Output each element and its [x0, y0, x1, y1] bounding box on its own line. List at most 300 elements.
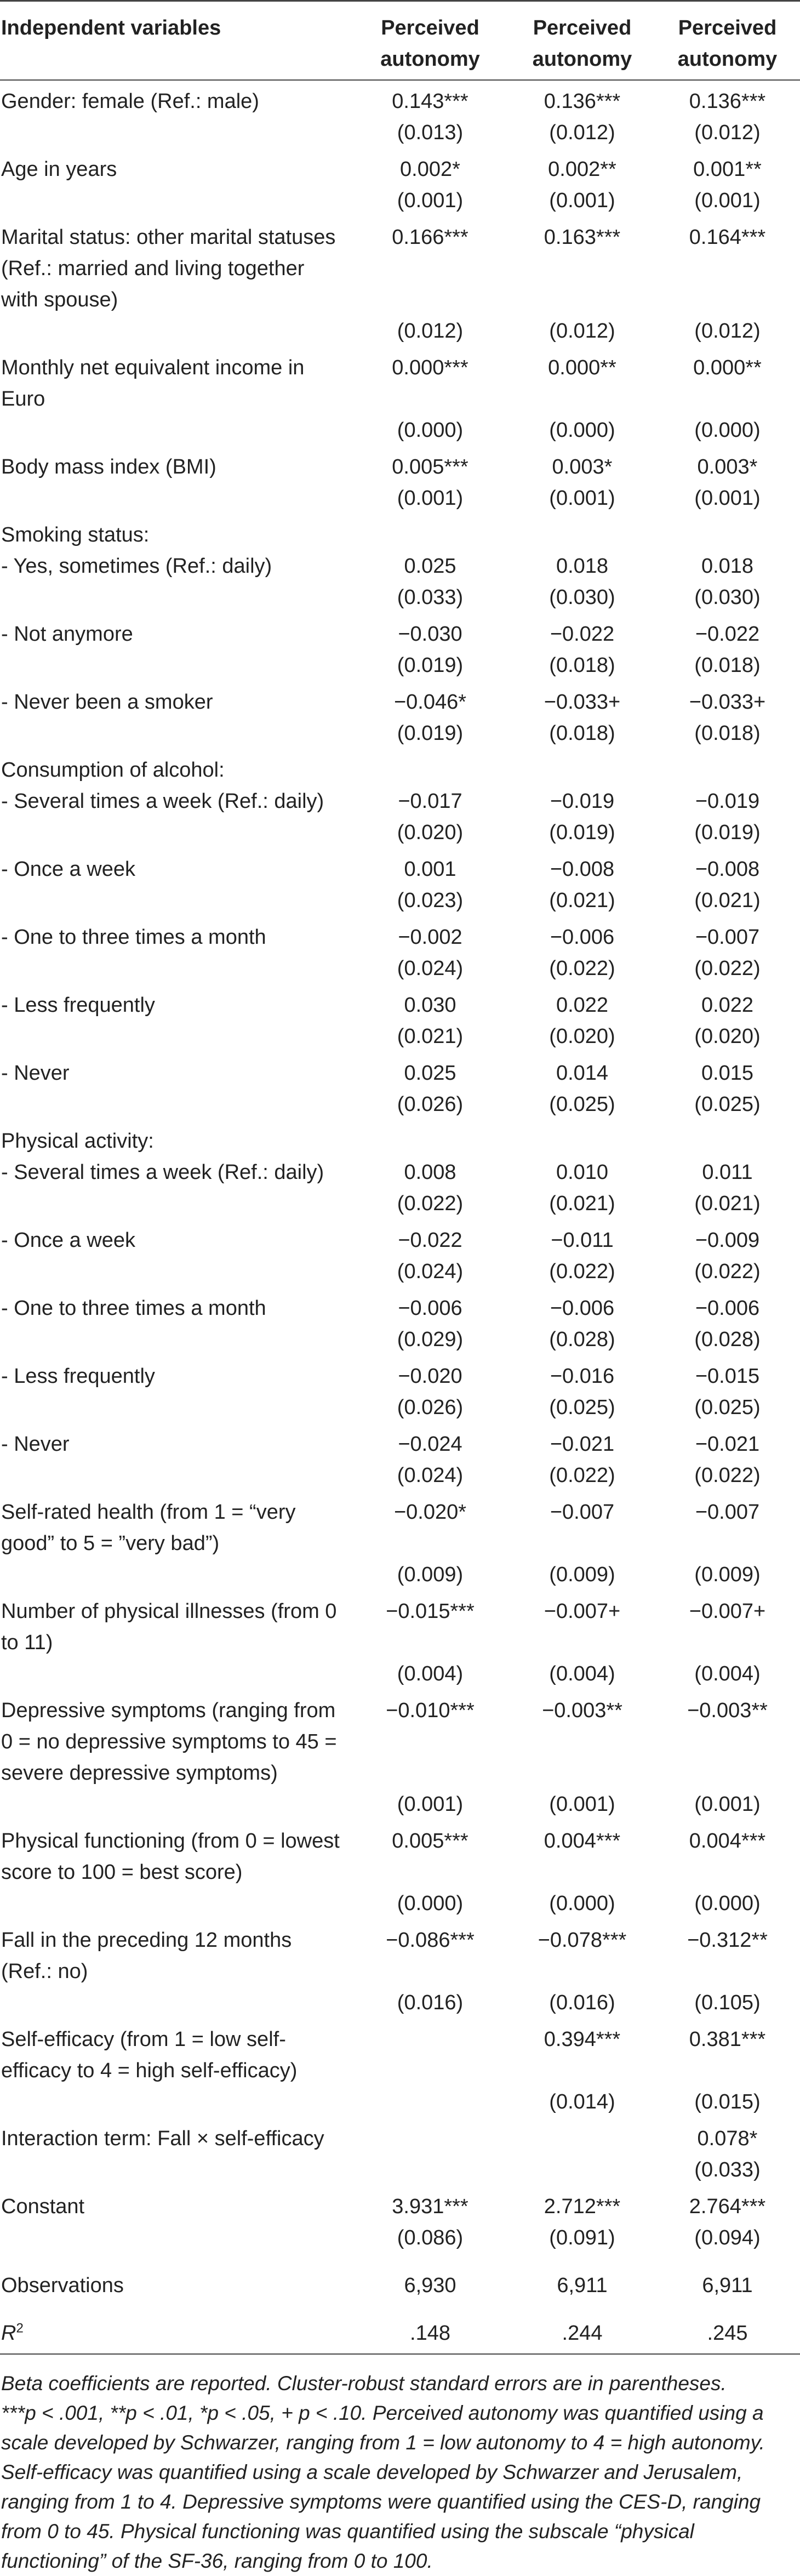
table-row — [0, 749, 800, 786]
table-row — [0, 984, 800, 1021]
variable-label — [0, 1987, 351, 2019]
model-1-value: −0.024 — [398, 1433, 462, 1456]
model-2-value: (0.025) — [549, 1093, 615, 1116]
table-body — [0, 80, 800, 2354]
table-row — [0, 1052, 800, 1089]
table-row — [0, 681, 800, 718]
table-row — [0, 1659, 800, 1690]
model-2-value — [510, 2155, 655, 2186]
model-1-value: 0.005*** — [392, 1830, 468, 1853]
model-1-value: (0.004) — [397, 1662, 464, 1685]
model-3-value: −0.007+ — [689, 1600, 766, 1623]
variable-label-text: Self-rated health (from 1 = “very good” to 5 = ”very bad”) — [1, 1501, 296, 1555]
model-1-value — [351, 2087, 510, 2118]
table-row — [0, 149, 800, 185]
footnote-line-2: ***p < .001, **p < .01, *p < .05, + p < .10. Perceived autonomy was quantified using a scale developed by Schwarzer, ranging from 1 = low autonomy to 4 = high autonomy. Self-efficacy was quantified using a scale developed by Schwarzer and Jerusalem, ranging from 1 to 4. Depressive symptoms were quantified using the CES-D, ranging from 0 to 45. Physical functioning was quantified using the subscale “physical functioning” of the SF-36, ranging from 0 to 100. — [1, 2402, 765, 2572]
model-2-value — [510, 749, 655, 786]
variable-label — [0, 749, 351, 786]
variable-label — [0, 2087, 351, 2118]
model-2-value: (0.000) — [549, 419, 615, 442]
table-row — [0, 916, 800, 953]
model-3-value: −0.006 — [695, 1297, 760, 1320]
variable-label — [0, 1659, 351, 1690]
header-model-2: Perceived autonomy — [532, 16, 632, 71]
table-row — [0, 786, 800, 817]
model-2-value: −0.033+ — [544, 691, 621, 714]
variable-label — [0, 551, 351, 582]
model-3-value: 0.000** — [693, 356, 762, 379]
table-row — [0, 613, 800, 650]
variable-label-text: - One to three times a month — [1, 1297, 266, 1320]
model-1-value: (0.016) — [397, 1991, 464, 2014]
model-3-value: 2.764*** — [689, 2195, 766, 2218]
model-2-value: (0.012) — [549, 320, 615, 343]
variable-label — [0, 848, 351, 885]
variable-label-text: - One to three times a month — [1, 926, 266, 949]
model-3-value: 0.078* — [697, 2127, 758, 2150]
model-1-value: 0.005*** — [392, 455, 468, 478]
model-3-value: (0.018) — [694, 654, 761, 677]
variable-label — [0, 316, 351, 347]
model-1-value: −0.020* — [393, 1501, 467, 1524]
model-3-value: (0.022) — [694, 1260, 761, 1283]
variable-label-text: Monthly net equivalent income in Euro — [1, 356, 305, 411]
model-2-value: −0.078*** — [538, 1929, 627, 1952]
model-2-value: (0.018) — [549, 654, 615, 677]
model-3-value: (0.028) — [694, 1328, 761, 1351]
table-row — [0, 551, 800, 582]
model-1-value: 0.166*** — [392, 226, 468, 249]
variable-label — [0, 1324, 351, 1355]
table-row — [0, 885, 800, 916]
variable-label-text: Gender: female (Ref.: male) — [1, 90, 259, 113]
table-row — [0, 1559, 800, 1591]
model-2-value: −0.007 — [550, 1501, 615, 1524]
table-row — [0, 817, 800, 848]
model-1-value: −0.046* — [393, 691, 467, 714]
model-2-value: (0.022) — [549, 1464, 615, 1487]
model-2-value: 0.004*** — [544, 1830, 621, 1853]
model-3-value: −0.007 — [695, 1501, 760, 1524]
model-1-value: (0.001) — [397, 487, 464, 510]
model-3-value: (0.020) — [694, 1025, 761, 1048]
model-3-value: (0.025) — [694, 1396, 761, 1419]
model-3-value: (0.000) — [694, 419, 761, 442]
model-3-value: −0.015 — [695, 1365, 760, 1388]
variable-label — [0, 984, 351, 1021]
model-1-value: (0.086) — [397, 2226, 464, 2249]
variable-label — [0, 149, 351, 185]
header-model-1: Perceived autonomy — [380, 16, 480, 71]
model-1-value: 0.025 — [404, 1062, 456, 1085]
model-3-value: 0.003* — [697, 455, 758, 478]
table-row — [0, 1789, 800, 1820]
model-2-value: (0.001) — [549, 189, 615, 212]
model-1-value: (0.020) — [397, 821, 464, 844]
model-2-value — [510, 1120, 655, 1157]
model-2-value: (0.004) — [549, 1662, 615, 1685]
variable-label-text: - Several times a week (Ref.: daily) — [1, 1161, 324, 1184]
model-1-value: 0.030 — [404, 994, 456, 1017]
variable-label — [0, 582, 351, 613]
variable-label — [0, 1157, 351, 1188]
table-row — [0, 1324, 800, 1355]
model-2-value: .244 — [562, 2322, 603, 2345]
model-3-value: −0.312** — [687, 1929, 768, 1952]
model-3-value: −0.009 — [695, 1229, 760, 1252]
variable-label — [0, 916, 351, 953]
model-1-value: (0.024) — [397, 1464, 464, 1487]
table-row — [0, 1987, 800, 2019]
variable-label-text: - Never — [1, 1433, 70, 1456]
variable-label-text: - Never — [1, 1062, 70, 1085]
table-header — [0, 1, 800, 81]
table-row — [0, 1423, 800, 1460]
model-3-value: (0.009) — [694, 1563, 761, 1586]
model-2-value: (0.001) — [549, 1793, 615, 1816]
model-1-value: (0.001) — [397, 189, 464, 212]
model-3-value: 0.164*** — [689, 226, 766, 249]
variable-label — [0, 1120, 351, 1157]
variable-label — [0, 2301, 351, 2354]
variable-label — [0, 1256, 351, 1287]
model-2-value: 2.712*** — [544, 2195, 621, 2218]
variable-label — [0, 347, 351, 415]
model-1-value: −0.022 — [398, 1229, 462, 1252]
table-row — [0, 80, 800, 117]
variable-label — [0, 681, 351, 718]
model-3-value: (0.015) — [694, 2090, 761, 2113]
table-row — [0, 1157, 800, 1188]
variable-label — [0, 2118, 351, 2155]
model-3-value: (0.004) — [694, 1662, 761, 1685]
model-2-value: (0.021) — [549, 889, 615, 912]
table-row — [0, 1021, 800, 1052]
model-2-value: −0.007+ — [544, 1600, 621, 1623]
model-1-value: (0.013) — [397, 121, 464, 144]
model-1-value — [351, 2155, 510, 2186]
model-1-value — [351, 2118, 510, 2155]
model-2-value: 0.136*** — [544, 90, 621, 113]
model-2-value — [510, 2118, 655, 2155]
table-row — [0, 117, 800, 149]
model-1-value: (0.001) — [397, 1793, 464, 1816]
table-row — [0, 1287, 800, 1324]
model-3-value: (0.001) — [694, 487, 761, 510]
variable-label — [0, 718, 351, 749]
variable-label-text: - Never been a smoker — [1, 691, 213, 714]
variable-label-text: - Once a week — [1, 1229, 135, 1252]
table-row — [0, 2254, 800, 2301]
variable-label — [0, 1460, 351, 1491]
model-2-value: 0.002** — [548, 158, 616, 181]
model-2-value: 0.018 — [556, 555, 609, 578]
model-2-value: (0.022) — [549, 957, 615, 980]
model-1-value: 0.025 — [404, 555, 456, 578]
variable-label — [0, 2254, 351, 2301]
model-3-value: 0.022 — [701, 994, 754, 1017]
model-1-value — [351, 1120, 510, 1157]
variable-label-text: - Less frequently — [1, 1365, 155, 1388]
model-3-value: 0.381*** — [689, 2028, 766, 2051]
model-1-value: 0.001 — [404, 858, 456, 881]
model-2-value: (0.022) — [549, 1260, 615, 1283]
model-2-value: (0.000) — [549, 1892, 615, 1915]
model-2-value: (0.025) — [549, 1396, 615, 1419]
model-2-value: (0.012) — [549, 121, 615, 144]
model-1-value: (0.012) — [397, 320, 464, 343]
model-2-value: 0.022 — [556, 994, 609, 1017]
model-2-value: 0.394*** — [544, 2028, 621, 2051]
model-3-value: (0.022) — [694, 1464, 761, 1487]
variable-label-text: - Once a week — [1, 858, 135, 881]
variable-label — [0, 1355, 351, 1392]
model-1-value: (0.019) — [397, 722, 464, 745]
model-1-value: (0.024) — [397, 1260, 464, 1283]
variable-label-text: Marital status: other marital statuses (Ref.: married and living together with spouse) — [1, 226, 336, 311]
variable-label — [0, 1919, 351, 1987]
variable-label — [0, 1188, 351, 1219]
model-1-value — [351, 749, 510, 786]
variable-label-text: - Yes, sometimes (Ref.: daily) — [1, 555, 272, 578]
model-1-value: −0.015*** — [386, 1600, 475, 1623]
table-row — [0, 1491, 800, 1559]
model-1-value: (0.021) — [397, 1025, 464, 1048]
model-2-value: −0.016 — [550, 1365, 615, 1388]
model-1-value — [351, 514, 510, 551]
variable-label — [0, 185, 351, 216]
variable-label-text: Interaction term: Fall × self-efficacy — [1, 2127, 324, 2150]
model-3-value: 0.011 — [702, 1161, 753, 1184]
model-2-value: 0.000** — [548, 356, 616, 379]
table-row — [0, 1089, 800, 1120]
variable-label-text: Depressive symptoms (ranging from 0 = no depressive symptoms to 45 = severe depressive symptoms) — [1, 1699, 337, 1785]
model-3-value: (0.021) — [694, 1192, 761, 1215]
variable-label — [0, 117, 351, 149]
variable-label — [0, 885, 351, 916]
table-row — [0, 514, 800, 551]
table-row — [0, 1120, 800, 1157]
table-row — [0, 1392, 800, 1423]
table-row — [0, 1188, 800, 1219]
model-1-value: −0.010*** — [386, 1699, 475, 1722]
model-3-value: .245 — [707, 2322, 748, 2345]
model-1-value: (0.022) — [397, 1192, 464, 1215]
model-3-value: 6,911 — [702, 2274, 753, 2297]
model-3-value: 0.136*** — [689, 90, 766, 113]
model-1-value: (0.026) — [397, 1396, 464, 1419]
variable-label — [0, 953, 351, 984]
model-3-value: 0.015 — [701, 1062, 754, 1085]
model-1-value: 0.008 — [404, 1161, 456, 1184]
model-1-value: −0.017 — [398, 790, 462, 813]
variable-label — [0, 786, 351, 817]
table-row — [0, 1888, 800, 1919]
model-2-value: −0.011 — [551, 1229, 614, 1252]
model-2-value: (0.018) — [549, 722, 615, 745]
variable-label — [0, 1287, 351, 1324]
model-1-value: (0.019) — [397, 654, 464, 677]
model-3-value: (0.000) — [694, 1892, 761, 1915]
model-2-value: (0.091) — [549, 2226, 615, 2249]
variable-label-text: Observations — [1, 2274, 124, 2297]
model-2-value: −0.019 — [550, 790, 615, 813]
variable-label — [0, 2019, 351, 2087]
variable-label-text: Body mass index (BMI) — [1, 455, 216, 478]
variable-label — [0, 2186, 351, 2222]
variable-label-text: Fall in the preceding 12 months (Ref.: no) — [1, 1929, 292, 1983]
table-row — [0, 1355, 800, 1392]
model-2-value: (0.028) — [549, 1328, 615, 1351]
model-1-value: 3.931*** — [392, 2195, 468, 2218]
variable-label — [0, 2155, 351, 2186]
variable-label-text: Smoking status: — [1, 523, 150, 546]
table-row — [0, 848, 800, 885]
model-2-value: 0.003* — [552, 455, 613, 478]
variable-label-text: Age in years — [1, 158, 117, 181]
table-row — [0, 216, 800, 316]
variable-label — [0, 1690, 351, 1789]
variable-label — [0, 1820, 351, 1888]
variable-label-text: Self-efficacy (from 1 = low self-efficacy to 4 = high self-efficacy) — [1, 2028, 298, 2082]
variable-label-text: Consumption of alcohol: — [1, 759, 225, 782]
model-3-value: (0.022) — [694, 957, 761, 980]
table-row — [0, 1919, 800, 1987]
model-1-value: −0.006 — [398, 1297, 462, 1320]
table-row — [0, 1690, 800, 1789]
model-3-value: (0.012) — [694, 320, 761, 343]
model-1-value: 0.002* — [400, 158, 460, 181]
table-row — [0, 1820, 800, 1888]
variable-label — [0, 514, 351, 551]
table-row — [0, 1591, 800, 1659]
variable-label — [0, 80, 351, 117]
superscript: 2 — [16, 2321, 24, 2336]
model-2-value: −0.008 — [550, 858, 615, 881]
model-1-value: (0.000) — [397, 1892, 464, 1915]
model-3-value: −0.033+ — [689, 691, 766, 714]
variable-label — [0, 1559, 351, 1591]
model-2-value: (0.001) — [549, 487, 615, 510]
table-row — [0, 650, 800, 681]
table-row — [0, 1219, 800, 1256]
table-row — [0, 446, 800, 483]
model-1-value: (0.023) — [397, 889, 464, 912]
model-3-value: −0.021 — [695, 1433, 760, 1456]
model-2-value: −0.006 — [550, 1297, 615, 1320]
variable-label-text: Physical activity: — [1, 1130, 154, 1153]
model-3-value: 0.001** — [693, 158, 762, 181]
header-model-3: Perceived autonomy — [677, 16, 778, 71]
model-2-value: (0.020) — [549, 1025, 615, 1048]
model-1-value: .148 — [410, 2322, 450, 2345]
model-3-value: (0.021) — [694, 889, 761, 912]
table-row — [0, 1256, 800, 1287]
model-2-value: 0.014 — [556, 1062, 609, 1085]
table-row — [0, 347, 800, 415]
variable-label — [0, 1491, 351, 1559]
variable-label-text: Physical functioning (from 0 = lowest score to 100 = best score) — [1, 1830, 340, 1884]
model-1-value: (0.009) — [397, 1563, 464, 1586]
model-2-value: (0.009) — [549, 1563, 615, 1586]
model-2-value: (0.021) — [549, 1192, 615, 1215]
model-3-value: −0.019 — [695, 790, 760, 813]
variable-label — [0, 817, 351, 848]
model-1-value: (0.026) — [397, 1093, 464, 1116]
model-1-value: 0.000*** — [392, 356, 468, 379]
model-3-value: (0.012) — [694, 121, 761, 144]
variable-label-text: - Several times a week (Ref.: daily) — [1, 790, 324, 813]
variable-label — [0, 1888, 351, 1919]
model-3-value: (0.033) — [694, 2158, 761, 2181]
table-row — [0, 2087, 800, 2118]
table-row — [0, 953, 800, 984]
variable-label — [0, 1052, 351, 1089]
variable-label-text: R — [1, 2322, 16, 2345]
model-3-value: 0.018 — [701, 555, 754, 578]
model-2-value: −0.021 — [550, 1433, 615, 1456]
model-3-value: (0.094) — [694, 2226, 761, 2249]
table-row — [0, 415, 800, 446]
model-2-value: 6,911 — [557, 2274, 608, 2297]
variable-label — [0, 1219, 351, 1256]
table-row — [0, 483, 800, 514]
table-row — [0, 1460, 800, 1491]
table-row — [0, 2019, 800, 2087]
model-2-value: (0.030) — [549, 586, 615, 609]
table-row — [0, 718, 800, 749]
variable-label — [0, 415, 351, 446]
variable-label-text: - Not anymore — [1, 623, 133, 646]
model-1-value: 6,930 — [404, 2274, 456, 2297]
model-1-value: (0.000) — [397, 419, 464, 442]
table-row — [0, 582, 800, 613]
model-1-value — [351, 2019, 510, 2087]
model-2-value: −0.006 — [550, 926, 615, 949]
variable-label — [0, 1392, 351, 1423]
model-3-value: 0.004*** — [689, 1830, 766, 1853]
variable-label — [0, 1021, 351, 1052]
table-row — [0, 2301, 800, 2354]
variable-label-text: Constant — [1, 2195, 85, 2218]
variable-label — [0, 2222, 351, 2254]
model-1-value: (0.024) — [397, 957, 464, 980]
model-2-value: −0.003** — [542, 1699, 622, 1722]
model-3-value: −0.008 — [695, 858, 760, 881]
variable-label — [0, 216, 351, 316]
variable-label — [0, 613, 351, 650]
variable-label-text: - Less frequently — [1, 994, 155, 1017]
model-3-value: (0.018) — [694, 722, 761, 745]
header-independent-variables: Independent variables — [1, 16, 221, 39]
model-2-value: −0.022 — [550, 623, 615, 646]
table-row — [0, 185, 800, 216]
variable-label-text: Number of physical illnesses (from 0 to 11) — [1, 1600, 337, 1654]
model-3-value: −0.003** — [687, 1699, 768, 1722]
model-3-value — [655, 514, 800, 551]
model-3-value: (0.019) — [694, 821, 761, 844]
model-3-value — [655, 1120, 800, 1157]
model-3-value: −0.022 — [695, 623, 760, 646]
table-row — [0, 2118, 800, 2155]
table-row — [0, 2186, 800, 2222]
variable-label — [0, 1089, 351, 1120]
variable-label — [0, 1423, 351, 1460]
model-1-value: −0.020 — [398, 1365, 462, 1388]
model-3-value: (0.105) — [694, 1991, 761, 2014]
footnote-line-1: Beta coefficients are reported. Cluster-robust standard errors are in parentheses. — [1, 2372, 727, 2395]
variable-label — [0, 1789, 351, 1820]
